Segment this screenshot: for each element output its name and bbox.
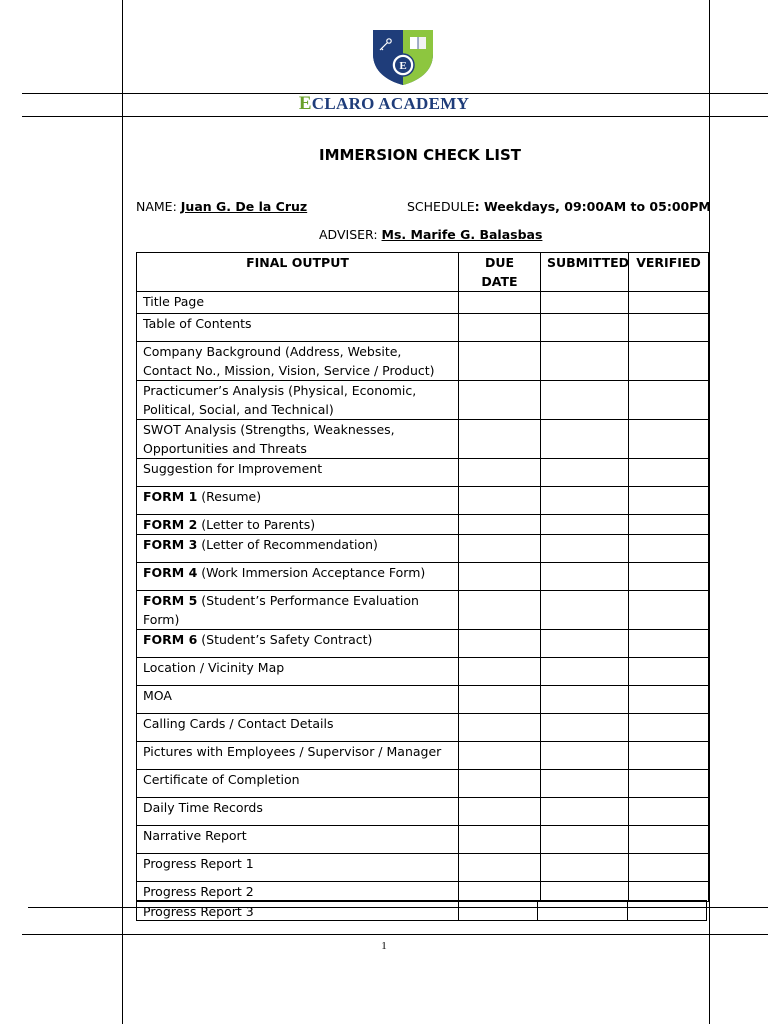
book-icon (410, 37, 426, 49)
output-label: Suggestion for Improvement (143, 461, 323, 476)
column-header-due-date: DUE DATE (459, 253, 541, 292)
output-cell (137, 563, 459, 591)
due-date-cell[interactable] (459, 686, 541, 714)
output-cell (137, 459, 459, 487)
column-header-verified: VERIFIED (629, 253, 709, 292)
output-label: Location / Vicinity Map (143, 660, 285, 675)
verified-cell[interactable] (629, 658, 709, 686)
submitted-cell[interactable] (541, 742, 629, 770)
table-row (137, 854, 709, 882)
table-row (137, 535, 709, 563)
submitted-cell[interactable] (541, 487, 629, 515)
verified-cell[interactable] (629, 515, 709, 535)
due-date-cell[interactable] (459, 798, 541, 826)
output-label: Calling Cards / Contact Details (143, 716, 334, 731)
output-cell (137, 686, 459, 714)
output-label: Table of Contents (143, 316, 252, 331)
verified-cell[interactable] (629, 314, 709, 342)
submitted-cell[interactable] (541, 591, 629, 630)
adviser-value: Ms. Marife G. Balasbas (381, 227, 543, 242)
output-label: Company Background (Address, Website, Contact No., Mission, Vision, Service / Product) (143, 344, 435, 378)
submitted-cell[interactable] (541, 630, 629, 658)
verified-cell[interactable] (629, 798, 709, 826)
verified-cell[interactable] (629, 292, 709, 314)
footer-bottom-line (22, 934, 768, 935)
submitted-cell[interactable] (538, 901, 628, 921)
submitted-cell[interactable] (541, 515, 629, 535)
output-label: Certificate of Completion (143, 772, 300, 787)
output-cell (137, 826, 459, 854)
table-row (137, 630, 709, 658)
table-row (137, 420, 709, 459)
table-row (137, 742, 709, 770)
submitted-cell[interactable] (541, 342, 629, 381)
verified-cell[interactable] (629, 854, 709, 882)
submitted-cell[interactable] (541, 420, 629, 459)
output-cell (137, 658, 459, 686)
submitted-cell[interactable] (541, 292, 629, 314)
output-cell (137, 798, 459, 826)
verified-cell[interactable] (628, 901, 707, 921)
output-cell (137, 630, 459, 658)
due-date-cell[interactable] (459, 515, 541, 535)
output-label: Pictures with Employees / Supervisor / Manager (143, 744, 442, 759)
table-row (137, 563, 709, 591)
output-cell (137, 420, 459, 459)
table-row (137, 714, 709, 742)
output-label: Practicumer’s Analysis (Physical, Economic, Political, Social, and Technical) (143, 383, 417, 417)
verified-cell[interactable] (629, 630, 709, 658)
checklist-table (136, 252, 709, 902)
output-cell (137, 515, 459, 535)
due-date-cell[interactable] (459, 381, 541, 420)
table-row (137, 686, 709, 714)
submitted-cell[interactable] (541, 459, 629, 487)
table-row (137, 882, 709, 902)
output-cell (137, 381, 459, 420)
table-row (137, 487, 709, 515)
column-header-submitted: SUBMITTED (541, 253, 629, 292)
due-date-cell[interactable] (459, 535, 541, 563)
table-row (137, 292, 709, 314)
submitted-cell[interactable] (541, 314, 629, 342)
output-cell (137, 314, 459, 342)
form-number: FORM 4 (143, 565, 198, 580)
submitted-cell[interactable] (541, 798, 629, 826)
due-date-cell[interactable] (459, 714, 541, 742)
due-date-cell[interactable] (459, 826, 541, 854)
verified-cell[interactable] (629, 487, 709, 515)
output-cell (137, 854, 459, 882)
due-date-cell[interactable] (459, 487, 541, 515)
academy-name-rest: CLARO ACADEMY (311, 94, 470, 113)
submitted-cell[interactable] (541, 826, 629, 854)
table-row (137, 591, 709, 630)
academy-shield-logo (370, 28, 436, 86)
name-label: NAME: (136, 199, 177, 214)
page-number: 1 (381, 940, 387, 952)
submitted-cell[interactable] (541, 854, 629, 882)
table-row (137, 658, 709, 686)
table-header-row (137, 253, 709, 292)
output-label: MOA (143, 688, 172, 703)
table-row (137, 798, 709, 826)
form-number: FORM 3 (143, 537, 198, 552)
due-date-cell[interactable] (459, 292, 541, 314)
submitted-cell[interactable] (541, 535, 629, 563)
due-date-cell[interactable] (459, 770, 541, 798)
table-row (137, 381, 709, 420)
form-number: FORM 1 (143, 489, 198, 504)
form-number: FORM 6 (143, 632, 198, 647)
due-date-cell[interactable] (459, 658, 541, 686)
verified-cell[interactable] (629, 459, 709, 487)
verified-cell[interactable] (629, 420, 709, 459)
due-date-cell[interactable] (459, 742, 541, 770)
due-date-cell[interactable] (459, 591, 541, 630)
verified-cell[interactable] (629, 591, 709, 630)
due-date-cell[interactable] (459, 630, 541, 658)
output-cell: Progress Report 3 (137, 901, 459, 921)
output-label: (Student’s Performance Evaluation Form) (143, 593, 419, 627)
output-cell (137, 742, 459, 770)
schedule-label: SCHEDULE (407, 199, 475, 214)
due-date-cell[interactable] (459, 882, 541, 902)
output-label: (Letter of Recommendation) (197, 537, 378, 552)
submitted-cell[interactable] (541, 686, 629, 714)
output-cell (137, 292, 459, 314)
adviser-line (319, 227, 542, 242)
svg-text:E: E (399, 60, 407, 72)
due-date-cell[interactable] (459, 459, 541, 487)
name-line (136, 199, 307, 214)
header-bottom-line (22, 116, 768, 117)
verified-cell[interactable] (629, 381, 709, 420)
due-date-cell[interactable] (459, 420, 541, 459)
verified-cell[interactable] (629, 770, 709, 798)
output-cell (137, 342, 459, 381)
output-label: (Student’s Safety Contract) (197, 632, 373, 647)
output-label: Narrative Report (143, 828, 247, 843)
due-date-cell[interactable] (459, 342, 541, 381)
table-row (137, 770, 709, 798)
output-cell (137, 882, 459, 902)
verified-cell[interactable] (629, 535, 709, 563)
column-header-final-output: FINAL OUTPUT (137, 253, 459, 292)
continued-table (136, 900, 707, 921)
table-row (137, 459, 709, 487)
schedule-value: : Weekdays, 09:00AM to 05:00PM (474, 199, 711, 214)
submitted-cell[interactable] (541, 381, 629, 420)
output-cell (137, 535, 459, 563)
verified-cell[interactable] (629, 826, 709, 854)
submitted-cell[interactable] (541, 563, 629, 591)
name-value: Juan G. De la Cruz (180, 199, 308, 214)
table-row (137, 826, 709, 854)
output-label: Daily Time Records (143, 800, 263, 815)
adviser-label: ADVISER: (319, 227, 378, 242)
output-label: Progress Report 1 (143, 856, 254, 871)
verified-cell[interactable] (629, 342, 709, 381)
academy-initial: E (298, 93, 312, 114)
output-label: SWOT Analysis (Strengths, Weaknesses, Opportunities and Threats (143, 422, 395, 456)
submitted-cell[interactable] (541, 714, 629, 742)
output-label: (Letter to Parents) (197, 517, 316, 532)
schedule-line (407, 199, 711, 214)
table-row (137, 515, 709, 535)
verified-cell[interactable] (629, 686, 709, 714)
due-date-cell[interactable] (459, 314, 541, 342)
document-title: IMMERSION CHECK LIST (319, 146, 521, 164)
submitted-cell[interactable] (541, 770, 629, 798)
due-date-cell[interactable] (459, 563, 541, 591)
table-row (137, 901, 707, 921)
verified-cell[interactable] (629, 742, 709, 770)
output-cell (137, 487, 459, 515)
academy-name (0, 93, 768, 115)
due-date-cell[interactable] (459, 901, 538, 921)
table-row (137, 314, 709, 342)
output-label: (Work Immersion Acceptance Form) (197, 565, 426, 580)
output-cell (137, 770, 459, 798)
verified-cell[interactable] (629, 714, 709, 742)
verified-cell[interactable] (629, 882, 709, 902)
output-cell (137, 714, 459, 742)
output-label: (Resume) (197, 489, 262, 504)
output-label: Progress Report 2 (143, 884, 254, 899)
table-row (137, 342, 709, 381)
form-number: FORM 5 (143, 593, 198, 608)
due-date-cell[interactable] (459, 854, 541, 882)
verified-cell[interactable] (629, 563, 709, 591)
output-cell (137, 591, 459, 630)
output-label: Title Page (143, 294, 205, 309)
submitted-cell[interactable] (541, 882, 629, 902)
submitted-cell[interactable] (541, 658, 629, 686)
form-number: FORM 2 (143, 517, 198, 532)
